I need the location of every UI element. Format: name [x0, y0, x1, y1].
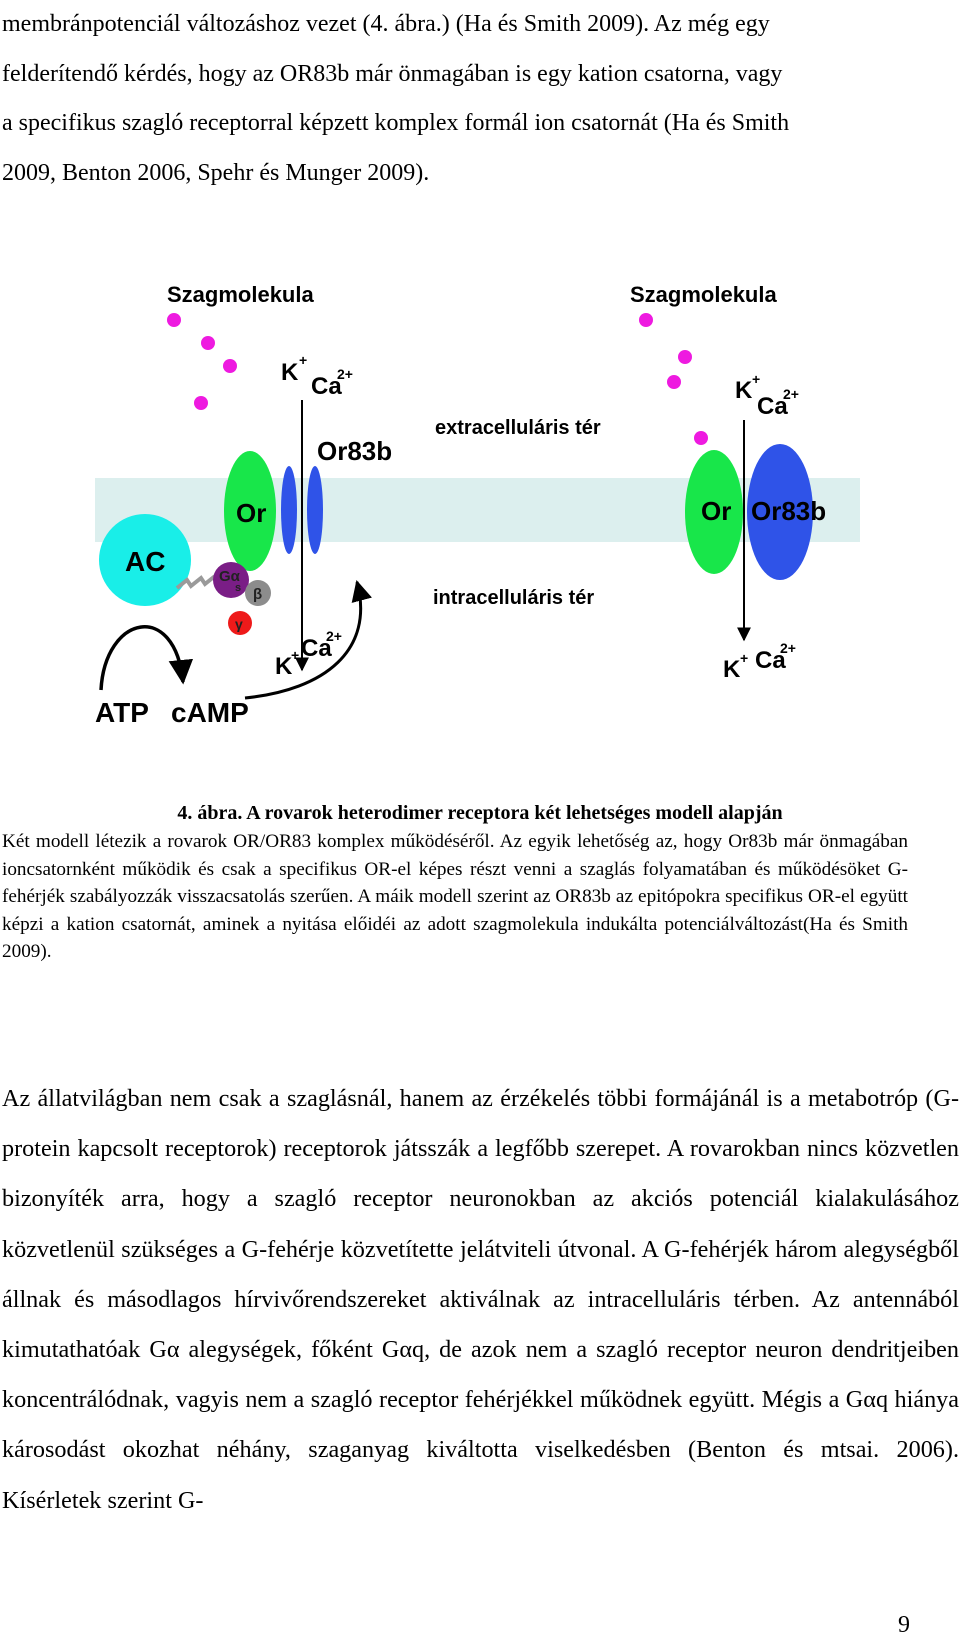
top-paragraph [2, 0, 958, 198]
left-or83b-label: Or83b [317, 436, 393, 466]
odorant-molecule [201, 336, 215, 350]
intracellular-space-label: intracelluláris tér [433, 587, 595, 609]
right-k-bottom-charge: + [740, 650, 749, 666]
right-or83b-label: Or83b [751, 496, 827, 526]
right-ca-top-label: Ca [757, 393, 788, 420]
top-paragraph-line: a specifikus szagló receptorral képzett komplex formál ion csatornát (Ha és Smith [2, 110, 790, 136]
right-or-label: Or [701, 496, 732, 526]
right-ca-top-charge: 2+ [783, 386, 799, 402]
odorant-molecule [194, 396, 208, 410]
g-beta-label: β [253, 586, 263, 603]
figure-4-diagram [95, 270, 860, 768]
body-paragraph: Az állatvilágban nem csak a szaglásnál, hanem az érzékelés többi formájánál is a metabotróp (G-protein kapcsolt receptorok) receptorok játsszák a legfőbb szerepet. A rovarokban nincs közvetlen bizonyíték arra, hogy a szagló receptor neuronokban az akciós potenciál kialakulásához közvetlenül szükséges a G-fehérje közvetítette jelátviteli útvonal. A G-fehérjék három alegységből állnak és másodlagos hírvivőrendszereket aktiválnak az intracelluláris térben. Az antennából kimutathatóak Gα alegységek, főként Gαq, de azok nem a szagló receptor neuron dendritjeiben koncentrálódnak, vagyis nem a szagló receptor fehérjékkel működnek együtt. Mégis a Gαq hiánya károsodást okozhat néhány, szaganyag kiváltotta viselkedésben (Benton és mtsai. 2006). Kísérletek szerint G- [2, 1085, 959, 1514]
cell-membrane [95, 478, 860, 542]
right-ca-bottom-label: Ca [755, 647, 786, 674]
atp-label: ATP [95, 697, 149, 728]
right-k-bottom-label: K [723, 656, 741, 683]
left-ca-top-label: Ca [311, 373, 342, 400]
left-ca-bottom-charge: 2+ [326, 628, 342, 644]
left-odorant-label: Szagmolekula [167, 282, 314, 307]
g-gamma-label: γ [235, 616, 243, 632]
camp-label: cAMP [171, 697, 249, 728]
odorant-molecule [223, 359, 237, 373]
g-alpha-label: Gα [219, 568, 240, 585]
odorant-molecule [639, 313, 653, 327]
left-k-bottom-charge: + [291, 647, 300, 663]
figure-caption-title: 4. ábra. A rovarok heterodimer receptora két lehetséges modell alapján [177, 802, 783, 824]
top-paragraph-line: 2009, Benton 2006, Spehr és Munger 2009). [2, 159, 430, 186]
odorant-molecule [678, 350, 692, 364]
figure-caption-body: Két modell létezik a rovarok OR/OR83 komplex működéséről. Az egyik lehetőség az, hogy Or83b már önmagában ioncsatornként működik és csak a specifikus OR-el képes részt venni a szaglás folyamatában és működésöket G-fehérjék szabályozzák visszacsatolás szerűen. A máik modell szerint az OR83b az epitópokra specifikus OR-el együtt képzi a kation csatornát, aminek a nyitása előidéi az adott szagmolekula indukálta potenciálváltozást(Ha és Smith 2009). [2, 831, 908, 962]
right-k-top-label: K [735, 377, 753, 404]
camp-to-ac-arrow [101, 627, 183, 690]
extracellular-space-label: extracelluláris tér [435, 417, 601, 439]
right-odorant-label: Szagmolekula [630, 282, 777, 307]
g-alpha-subscript: s [235, 582, 242, 594]
or83b-channel-right-half [307, 466, 323, 554]
or83b-channel-left-half [281, 466, 297, 554]
odorant-molecule [667, 375, 681, 389]
odorant-molecule [167, 313, 181, 327]
page-number: 9 [898, 1612, 910, 1638]
odorant-molecule [694, 431, 708, 445]
receptor-model-diagram [95, 270, 860, 768]
ac-label: AC [125, 546, 166, 577]
left-ca-top-charge: 2+ [337, 366, 353, 382]
right-k-top-charge: + [752, 371, 761, 387]
left-k-bottom-label: K [275, 653, 293, 680]
top-paragraph-line: felderítendő kérdés, hogy az OR83b már önmagában is egy kation csatorna, vagy [2, 60, 783, 87]
top-paragraph-line: membránpotenciál változáshoz vezet (4. ábra.) (Ha és Smith 2009). Az még egy [2, 11, 770, 37]
left-ca-bottom-label: Ca [301, 635, 332, 662]
right-ca-bottom-charge: 2+ [780, 640, 796, 656]
left-k-top-charge: + [299, 352, 308, 368]
left-k-top-label: K [281, 359, 299, 386]
left-or-label: Or [236, 498, 267, 528]
